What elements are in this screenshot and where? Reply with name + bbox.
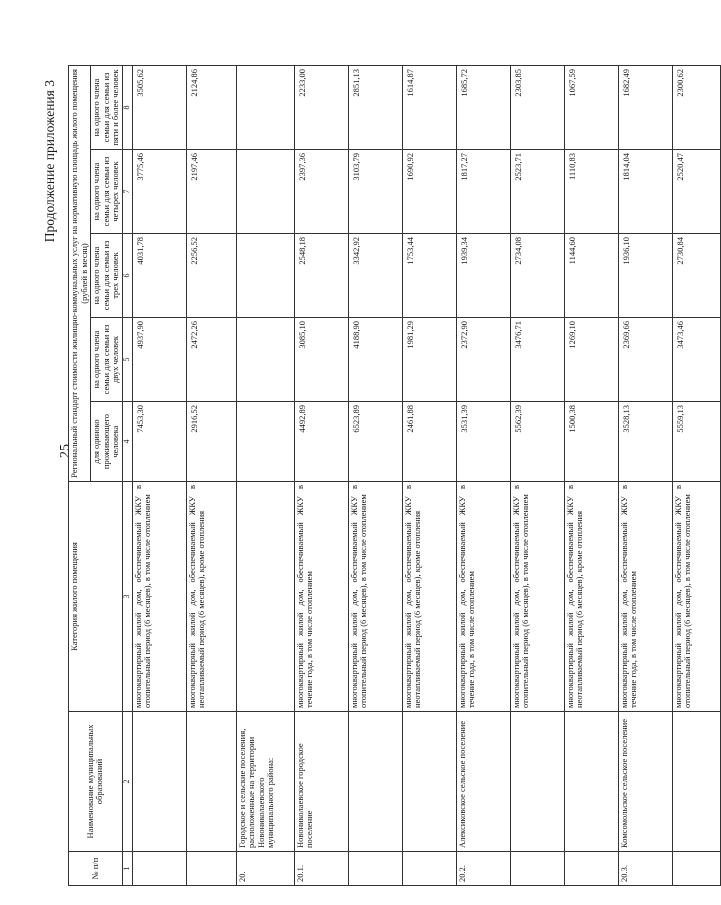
column-number: 5 [122,318,132,402]
standard-value: 4492,89 [294,402,348,482]
standard-value: 2369,66 [618,318,672,402]
row-number [510,852,564,886]
header-standard: Региональный стандарт стоимости жилищно-коммунальных услуг на нормативную площадь жилого помещения (рублей в месяц) [69,65,91,481]
table-row [456,65,510,885]
standard-value: 7453,30 [132,402,186,482]
municipality-name: Городское и сельские поселения, расположенные на территории Новониколаевского муниципального района: [236,712,294,852]
table-row [236,65,294,885]
standard-value: 1144,60 [564,234,618,318]
standard-value: 4937,90 [132,318,186,402]
column-number: 7 [122,150,132,234]
standard-value: 2300,62 [672,65,720,149]
table-row [132,65,186,885]
housing-category: многоквартирный жилой дом, обеспечиваемый ЖКУ в течение года, в том числе отоплением [294,482,348,712]
standard-value [236,150,294,234]
row-number: 20.2. [456,852,510,886]
continuation-title: Продолжение приложения 3 [42,80,57,243]
column-number: 3 [122,482,132,712]
housing-category: многоквартирный жилой дом, обеспечиваемый ЖКУ в течение года, в том числе отоплением [456,482,510,712]
municipality-name [672,712,720,852]
table-row [402,65,456,885]
standard-value: 2916,52 [186,402,236,482]
standard-value: 1690,92 [402,150,456,234]
standard-value: 6523,89 [348,402,402,482]
column-number-row [122,65,132,885]
standard-value: 2548,18 [294,234,348,318]
header-row-1 [69,65,91,885]
housing-category: многоквартирный жилой дом, обеспечиваемый ЖКУ в неотапливаемый период (6 месяцев), кроме отопления [564,482,618,712]
standard-value: 1269,10 [564,318,618,402]
standard-value: 2197,46 [186,150,236,234]
standard-value: 1685,72 [456,65,510,149]
housing-category: многоквартирный жилой дом, обеспечиваемый ЖКУ в отопительный период (6 месяцев), в том числе отоплением [672,482,720,712]
row-number [402,852,456,886]
standard-value: 2523,71 [510,150,564,234]
municipality-name [348,712,402,852]
header-no: № п/п [69,852,123,886]
table-row [294,65,348,885]
standard-value: 2256,52 [186,234,236,318]
row-number: 20.3. [618,852,672,886]
housing-category: многоквартирный жилой дом, обеспечиваемый ЖКУ в отопительный период (6 месяцев), в том числе отоплением [348,482,402,712]
row-number [672,852,720,886]
standard-value: 3085,10 [294,318,348,402]
header-name: Наименование муниципальных образований [69,712,123,852]
header-sub-four: на одного члена семьи для семьи из четырех человек [91,150,123,234]
standard-value: 3775,46 [132,150,186,234]
standard-value: 3103,79 [348,150,402,234]
standard-value: 4188,90 [348,318,402,402]
standard-value [236,234,294,318]
header-sub-single: для одиноко проживающего человека [91,402,123,482]
standard-value: 2303,85 [510,65,564,149]
housing-category: многоквартирный жилой дом, обеспечиваемый ЖКУ в отопительный период (6 месяцев), в том числе отоплением [132,482,186,712]
standard-value: 2124,86 [186,65,236,149]
standard-value: 2397,36 [294,150,348,234]
standard-value: 1753,44 [402,234,456,318]
municipality-name: Комсомольское сельское поселение [618,712,672,852]
standard-value: 5559,13 [672,402,720,482]
header-sub-three: на одного члена семьи для семьи из трех человек [91,234,123,318]
housing-standard-table [68,65,721,886]
standard-value [236,402,294,482]
standard-value [236,318,294,402]
row-number: 20.1. [294,852,348,886]
standard-value: 3476,71 [510,318,564,402]
standard-value: 2730,84 [672,234,720,318]
rotated-page-content [42,66,693,886]
standard-value: 2372,90 [456,318,510,402]
standard-value [236,65,294,149]
row-number [186,852,236,886]
housing-category: многоквартирный жилой дом, обеспечиваемый ЖКУ в отопительный период (6 месяцев), в том числе отоплением [510,482,564,712]
standard-value: 1981,29 [402,318,456,402]
housing-category: многоквартирный жилой дом, обеспечиваемый ЖКУ в неотапливаемый период (6 месяцев), кроме отопления [402,482,456,712]
table-row [348,65,402,885]
municipality-name: Алексиковское сельское поселение [456,712,510,852]
standard-value: 1067,59 [564,65,618,149]
column-number: 8 [122,65,132,149]
municipality-name [510,712,564,852]
municipality-name [564,712,618,852]
table-row [672,65,720,885]
standard-value: 2233,00 [294,65,348,149]
row-number [348,852,402,886]
standard-value: 3473,46 [672,318,720,402]
standard-value: 4031,78 [132,234,186,318]
standard-value: 3531,39 [456,402,510,482]
standard-value: 5562,39 [510,402,564,482]
column-number: 4 [122,402,132,482]
standard-value: 1936,10 [618,234,672,318]
table-row [564,65,618,885]
municipality-name [132,712,186,852]
standard-value: 1817,27 [456,150,510,234]
housing-category [236,482,294,712]
municipality-name: Новониколаевское городское поселение [294,712,348,852]
standard-value: 3505,62 [132,65,186,149]
table-row [186,65,236,885]
table-body [132,65,720,885]
table-row [618,65,672,885]
housing-category: многоквартирный жилой дом, обеспечиваемый ЖКУ в течение года, в том числе отоплением [618,482,672,712]
standard-value: 1682,49 [618,65,672,149]
row-number: 20. [236,852,294,886]
standard-value: 1614,87 [402,65,456,149]
page-number: 25 [58,444,73,458]
column-number: 1 [122,852,132,886]
standard-value: 2520,47 [672,150,720,234]
standard-value: 2734,08 [510,234,564,318]
standard-value: 1110,83 [564,150,618,234]
standard-value: 1500,38 [564,402,618,482]
column-number: 6 [122,234,132,318]
standard-value: 2461,88 [402,402,456,482]
municipality-name [402,712,456,852]
municipality-name [186,712,236,852]
header-category: Категория жилого помещения [69,482,123,712]
standard-value: 2472,26 [186,318,236,402]
column-number: 2 [122,712,132,852]
housing-category: многоквартирный жилой дом, обеспечиваемый ЖКУ в неотапливаемый период (6 месяцев), кроме отопления [186,482,236,712]
standard-value: 3528,13 [618,402,672,482]
header-sub-five: на одного члена семьи для семьи из пяти и более человек [91,65,123,149]
standard-value: 1939,34 [456,234,510,318]
standard-value: 2851,13 [348,65,402,149]
header-sub-two: на одного члена семьи для семьи из двух человек [91,318,123,402]
row-number [564,852,618,886]
standard-value: 3342,92 [348,234,402,318]
standard-value: 1814,04 [618,150,672,234]
table-row [510,65,564,885]
row-number [132,852,186,886]
